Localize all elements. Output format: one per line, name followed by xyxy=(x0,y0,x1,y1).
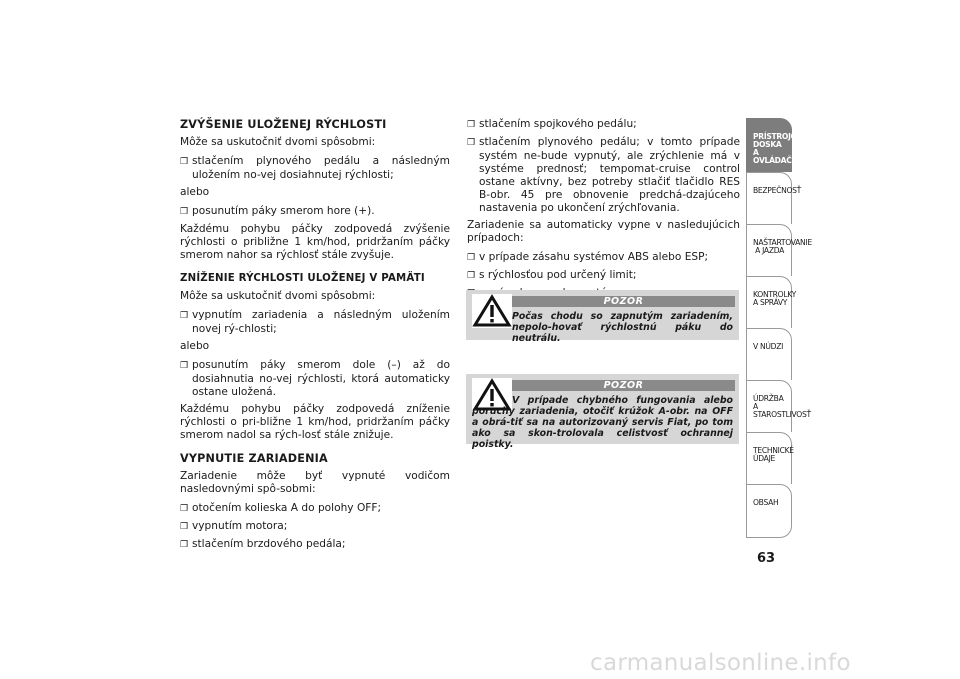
checkbox-bullet-icon: ❒ xyxy=(467,138,476,148)
checkbox-bullet-icon: ❒ xyxy=(180,504,189,514)
list-item xyxy=(180,538,450,552)
list-item-text: otočením kolieska A do polohy OFF; xyxy=(192,502,382,514)
paragraph-or: alebo xyxy=(180,340,210,352)
heading-speed-decrease: ZNÍŽENIE RÝCHLOSTI ULOŽENEJ V PAMÄTI xyxy=(180,273,425,284)
tab-starting-driving[interactable] xyxy=(746,224,812,276)
tab-label: A OVLÁDAČE xyxy=(753,148,797,165)
checkbox-bullet-icon: ❒ xyxy=(180,157,189,167)
tab-label: PRÍSTROJOVÁ xyxy=(753,132,808,141)
list-item-text: stlačením brzdového pedála; xyxy=(192,538,346,550)
checkbox-bullet-icon: ❒ xyxy=(467,271,476,281)
list-item-text: s rýchlosťou pod určený limit; xyxy=(479,269,637,281)
paragraph: Zariadenie sa automaticky vypne v nasledujúcich prípadoch: xyxy=(467,219,740,244)
tab-warning-lights[interactable] xyxy=(746,276,796,328)
heading-device-off: VYPNUTIE ZARIADENIA xyxy=(180,452,328,465)
paragraph: Zariadenie môže byť vypnuté vodičom nasledovnými spô-sobmi: xyxy=(180,470,450,495)
tab-label: OBSAH xyxy=(753,498,779,507)
paragraph: Môže sa uskutočniť dvomi spôsobmi: xyxy=(180,290,376,302)
warning-label: POZOR xyxy=(512,380,735,391)
paragraph: Každému pohybu páčky zodpovedá zvýšenie rýchlosti o približne 1 km/hod, pridržaním páčky smerom nahor sa rýchlosť stále zvyšuje. xyxy=(180,223,450,261)
list-item-text: posunutím páky smerom hore (+). xyxy=(192,205,375,217)
list-item xyxy=(180,520,450,534)
tab-contents[interactable] xyxy=(746,484,792,538)
list-item xyxy=(180,155,450,182)
list-item-text: stlačením plynového pedálu a následným uložením no-vej dosiahnutej rýchlosti; xyxy=(192,155,450,181)
chapter-tabs xyxy=(746,118,812,538)
list-item-text: v prípade zásahu systémov ABS alebo ESP; xyxy=(479,251,709,263)
list-item xyxy=(467,251,740,265)
checkbox-bullet-icon: ❒ xyxy=(180,361,189,371)
tab-label: BEZPEČNOSŤ xyxy=(753,186,802,195)
list-item xyxy=(180,359,450,399)
list-item-text: posunutím páky smerom dole (–) až do dosiahnutia no-vej rýchlosti, ktorá automaticky ostane uložená. xyxy=(192,359,450,398)
tab-safety[interactable] xyxy=(746,172,802,224)
list-item-text: vypnutím zariadenia a následným uložením novej rý-chlosti; xyxy=(192,309,450,335)
heading-speed-increase: ZVÝŠENIE ULOŽENEJ RÝCHLOSTI xyxy=(180,118,387,131)
watermark: carmanualsonline.info xyxy=(590,650,851,676)
tab-emergency[interactable] xyxy=(746,328,792,380)
tab-label: ÚDRŽBA xyxy=(753,394,784,403)
checkbox-bullet-icon: ❒ xyxy=(180,311,189,321)
right-column xyxy=(467,118,740,305)
tab-technical-data[interactable] xyxy=(746,432,792,484)
list-item xyxy=(467,118,740,132)
list-item-text: stlačením spojkového pedálu; xyxy=(479,118,637,130)
tab-label: NAŠTARTOVANIE xyxy=(753,238,812,247)
warning-triangle-icon xyxy=(472,294,512,328)
checkbox-bullet-icon: ❒ xyxy=(180,522,189,532)
list-item xyxy=(180,502,450,516)
warning-text: V prípade chybného fungovania alebo poruchy zariadenia, otočiť krúžok A-obr. na OFF a obrá-tiť sa na autorizovaný servis Fiat, po tom ako sa skon-trolovala celistvosť ochrannej poistky. xyxy=(472,395,733,450)
page-number: 63 xyxy=(757,551,776,566)
checkbox-bullet-icon: ❒ xyxy=(180,540,189,550)
left-column xyxy=(180,118,450,556)
checkbox-bullet-icon: ❒ xyxy=(467,253,476,263)
checkbox-bullet-icon: ❒ xyxy=(180,207,189,217)
paragraph-or: alebo xyxy=(180,186,210,198)
list-item xyxy=(180,309,450,336)
checkbox-bullet-icon: ❒ xyxy=(467,120,476,130)
tab-label: V NÚDZI xyxy=(753,342,784,351)
tab-instrument-panel[interactable] xyxy=(746,118,808,172)
tab-label: A JAZDA xyxy=(753,246,785,255)
tab-label: TECHNICKÉ ÚDAJE xyxy=(753,446,794,463)
tab-label: DOSKA xyxy=(753,140,782,149)
tab-label: A STAROSTLIVOSŤ xyxy=(753,402,811,419)
list-item-text: stlačením plynového pedálu; v tomto prípade systém ne-bude vypnutý, ale zrýchlenie má v systéme prednosť; tempomat-cruise control ostane aktívny, bez potreby stlačiť tlačidlo RES B-obr. 45 pre obnovenie predchá-dzajúceho nastavenia po ukončení zrýchľovania. xyxy=(479,136,740,214)
list-item xyxy=(467,136,740,215)
warning-box xyxy=(466,290,739,344)
warning-box xyxy=(466,374,739,450)
list-item xyxy=(467,269,740,283)
paragraph: Môže sa uskutočniť dvomi spôsobmi: xyxy=(180,136,376,148)
tab-label: A SPRÁVY xyxy=(753,298,788,307)
tab-label: KONTROLKY xyxy=(753,290,796,299)
warning-text: Počas chodu so zapnutým zariadením, nepolo-hovať rýchlostnú páku do neutrálu. xyxy=(512,311,733,344)
warning-label: POZOR xyxy=(512,296,735,307)
list-item-text: vypnutím motora; xyxy=(192,520,288,532)
tab-maintenance[interactable] xyxy=(746,380,811,432)
list-item xyxy=(180,205,450,219)
paragraph: Každému pohybu páčky zodpovedá zníženie rýchlosti o pri-bližne 1 km/hod, pridržaním páčky smerom nadol sa rých-losť stále znižuje. xyxy=(180,403,450,441)
